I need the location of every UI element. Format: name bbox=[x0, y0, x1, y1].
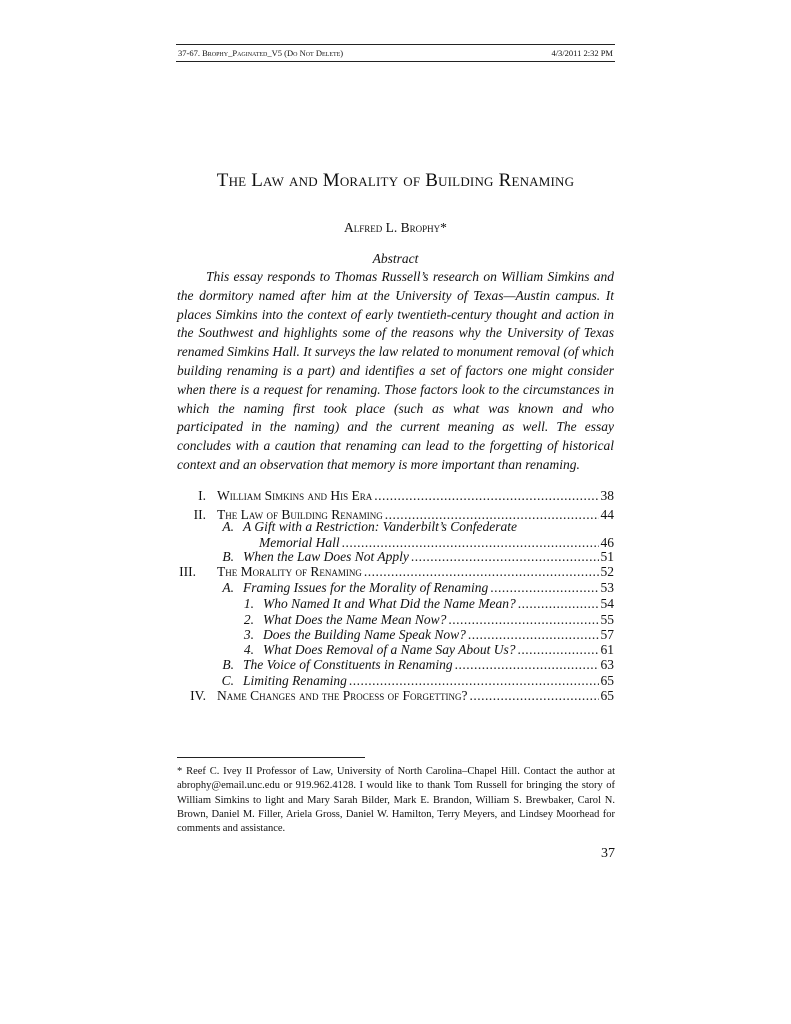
toc-label: A Gift with a Restriction: Vanderbilt’s Confederate bbox=[243, 519, 517, 534]
running-header bbox=[176, 44, 615, 62]
toc-entry bbox=[217, 487, 614, 505]
toc-number: I. bbox=[198, 488, 206, 503]
toc-label: The Law of Building Renaming bbox=[217, 507, 383, 522]
author-footnote: * Reef C. Ivey II Professor of Law, University of North Carolina–Chapel Hill. Contact the author at abrophy@email.unc.edu or 919.962.4128. I would like to thank Tom Russell for bringing the story of William Simkins to light and Mary Sarah Bilder, Mark E. Brandon, William S. Brewbaker, Carol N. Brown, Daniel M. Filler, Ariela Gross, Daniel W. Hamilton, Terry Meyers, and Lindsey Moorhead for comments and assistance. bbox=[177, 766, 615, 835]
toc-label: Limiting Renaming bbox=[243, 673, 347, 688]
toc-label: Does the Building Name Speak Now? bbox=[263, 627, 466, 642]
toc-number: A. bbox=[222, 519, 234, 534]
toc-page: 44 bbox=[600, 507, 614, 522]
toc-number: II. bbox=[193, 507, 206, 522]
header-timestamp: 4/3/2011 2:32 PM bbox=[551, 48, 613, 58]
toc-entry bbox=[217, 687, 614, 705]
toc-label: William Simkins and His Era bbox=[217, 488, 373, 503]
abstract-heading: Abstract bbox=[372, 251, 419, 266]
toc-leader bbox=[470, 687, 599, 705]
toc-number: A. bbox=[222, 580, 234, 595]
toc-number: 1. bbox=[243, 596, 254, 611]
toc-label: Framing Issues for the Morality of Renaming bbox=[243, 580, 489, 595]
toc-label: Name Changes and the Process of Forgetting? bbox=[217, 688, 468, 703]
toc-label: What Does Removal of a Name Say About Us? bbox=[263, 642, 516, 657]
toc-label: When the Law Does Not Apply bbox=[243, 549, 409, 564]
header-file-label: 37-67. Brophy_Paginated_V5 (Do Not Delete) bbox=[178, 48, 344, 58]
toc-page: 46 bbox=[600, 535, 614, 550]
toc-number: 4. bbox=[243, 642, 254, 657]
toc-page: 52 bbox=[600, 564, 614, 579]
toc-page: 38 bbox=[600, 488, 614, 503]
toc-number: III. bbox=[179, 564, 196, 579]
toc-page: 61 bbox=[600, 642, 614, 657]
toc-number: 3. bbox=[243, 627, 254, 642]
toc-page: 65 bbox=[600, 688, 614, 703]
toc-page: 57 bbox=[600, 627, 614, 642]
toc-page: 54 bbox=[600, 596, 614, 611]
toc-label: The Voice of Constituents in Renaming bbox=[243, 657, 453, 672]
footnote-separator bbox=[177, 757, 365, 758]
page-number: 37 bbox=[601, 846, 615, 861]
toc-page: 65 bbox=[600, 673, 614, 688]
author-name: Alfred L. Brophy* bbox=[344, 220, 447, 235]
abstract-text: This essay responds to Thomas Russell’s research on William Simkins and the dormitory named after him at the University of Texas—Austin campus. It places Simkins into the context of early twentieth-century thought and action in the Southwest and highlights some of the reasons why the University of Texas renamed Simkins Hall. It surveys the law related to monument removal (of which building renaming is a part) and identifies a set of factors one might consider when there is a request for renaming. Those factors look to the circumstances in which the naming first took place (such as what was known and who participated in the naming) and the current meaning as well. The essay concludes with a caution that renaming can lead to the forgetting of historical context and an observation that memory is more important than renaming. bbox=[177, 269, 614, 472]
toc-page: 51 bbox=[600, 549, 614, 564]
toc-number: 2. bbox=[243, 612, 254, 627]
toc-label: The Morality of Renaming bbox=[217, 564, 362, 579]
toc-number: C. bbox=[221, 673, 234, 688]
toc-number: B. bbox=[222, 549, 234, 564]
toc-number: IV. bbox=[190, 688, 206, 703]
toc-page: 53 bbox=[600, 580, 614, 595]
toc-label: What Does the Name Mean Now? bbox=[263, 612, 447, 627]
toc-label: Memorial Hall bbox=[259, 535, 340, 550]
article-title: The Law and Morality of Building Renaming bbox=[216, 170, 575, 191]
toc-page: 55 bbox=[600, 612, 614, 627]
toc-number: B. bbox=[222, 657, 234, 672]
toc-label: Who Named It and What Did the Name Mean? bbox=[263, 596, 516, 611]
toc-leader bbox=[374, 487, 598, 505]
toc-page: 63 bbox=[600, 657, 614, 672]
